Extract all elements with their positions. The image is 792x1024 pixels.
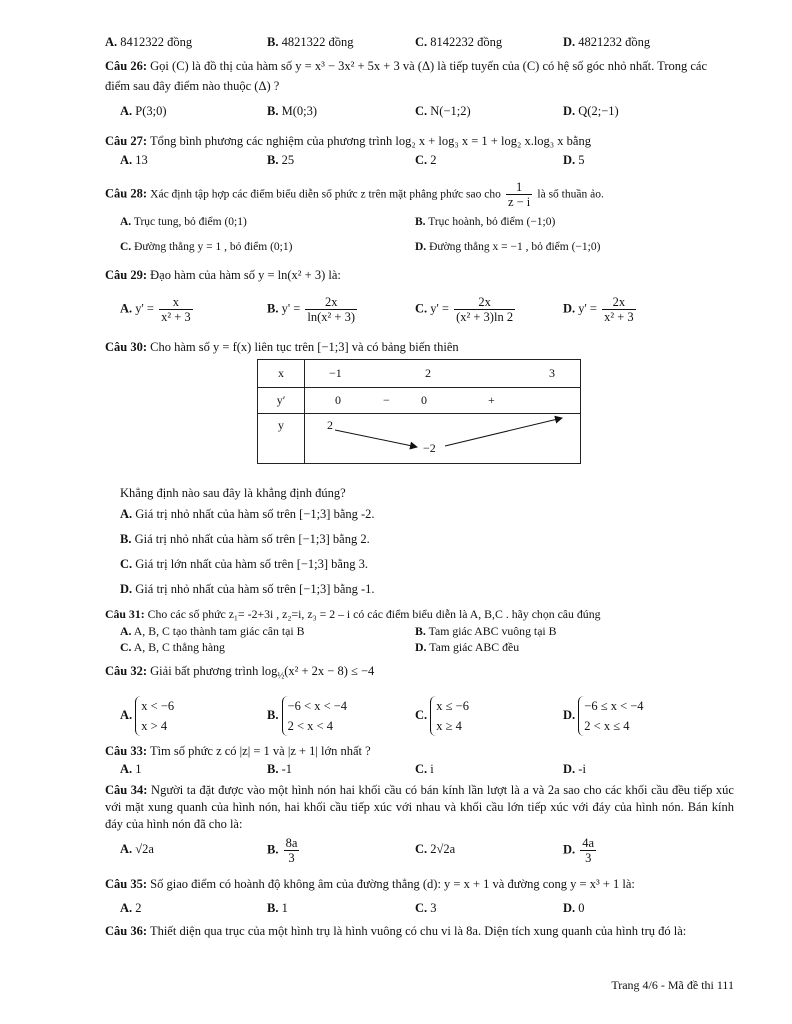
q32-option-c: C. x ≤ −6 x ≥ 4 xyxy=(415,696,469,736)
q28-option-c: C. Đường thẳng y = 1 , bỏ điểm (0;1) xyxy=(120,241,293,253)
q28-fraction: $\frac{1}{z - i}$ xyxy=(507,180,531,209)
q31-option-c: C. A, B, C thẳng hàng xyxy=(120,640,225,654)
q28-option-b: B. Trục hoành, bỏ điểm (−1;0) xyxy=(415,216,556,228)
q27-option-d: D. 5 xyxy=(563,153,585,167)
question-34: Câu 34: Người ta đặt được vào một hình nón hai khối cầu có bán kính lần lượt là a và 2a sao cho các khối cầu đều tiếp xúc với mặt xung quanh của hình nón, hai khối cầu tiếp xúc với nhau và khối cầu lớn tiếp xúc với đáy của hình nón. Bán kính đáy của hình nón đã cho là: xyxy=(105,783,734,831)
variation-arrows xyxy=(305,414,581,464)
question-27: Câu 27: Tổng bình phương các nghiệm của phương trình log₂ x + log₃ x = 1 + log₂ x.log₃ x bằng xyxy=(105,134,591,148)
q28-option-a: A. Trục tung, bỏ điểm (0;1) xyxy=(120,216,247,228)
q34-option-b: B. $\frac{8a}{3}$ xyxy=(267,836,298,865)
page-footer: Trang 4/6 - Mã đề thi 111 xyxy=(611,978,734,992)
table-y-row: 2 −2 xyxy=(305,414,581,464)
question-29: Câu 29: Đạo hàm của hàm số y = ln(x² + 3) là: xyxy=(105,268,341,282)
q33-option-b: B. -1 xyxy=(267,762,293,776)
q26-option-d: D. Q(2;−1) xyxy=(563,104,619,118)
q26-option-c: C. N(−1;2) xyxy=(415,104,471,118)
q29-option-b: B. y' = $\frac{2x}{\text{ln(x² + 3)}}$ xyxy=(267,295,356,324)
q34-option-c: C. 2√2a xyxy=(415,842,456,856)
question-32: Câu 32: Giải bất phương trình $\log_{\frac{1}{2}}(x^2 + 2x - 8) \le -4$ xyxy=(105,664,375,681)
q27-option-a: A. 13 xyxy=(120,153,148,167)
q27-option-b: B. 25 xyxy=(267,153,295,167)
q30-option-d: D. Giá trị nhỏ nhất của hàm số trên [−1;3] bằng -1. xyxy=(120,582,375,596)
q31-option-d: D. Tam giác ABC đều xyxy=(415,640,520,654)
arrow-decreasing xyxy=(335,430,417,447)
q25-option-c: C. 8142232 đồng xyxy=(415,35,503,49)
arrow-increasing xyxy=(445,418,562,446)
table-yprime-header: y′ xyxy=(258,388,305,414)
table-x-row: −1 2 3 xyxy=(305,360,581,388)
q35-option-c: C. 3 xyxy=(415,901,437,915)
question-26: Câu 26: Gọi (C) là đồ thị của hàm số y = x³ − 3x² + 5x + 3 và (Δ) là tiếp tuyến của (C) có hệ số góc nhỏ nhất. Trong các điểm sau đây điểm nào thuộc (Δ) ? xyxy=(105,59,708,93)
q29-option-a: A. y' = $\frac{x}{\text{x² + 3}}$ xyxy=(120,295,191,324)
q29-option-d: D. y' = $\frac{2x}{\text{x² + 3}}$ xyxy=(563,295,634,324)
q31-option-a: A. A, B, C tạo thành tam giác cân tại B xyxy=(120,624,305,638)
q30-question: Khẳng định nào sau đây là khẳng định đúng? xyxy=(120,486,346,500)
q25-option-d: D. 4821232 đồng xyxy=(563,35,651,49)
q32-option-d: D. −6 ≤ x < −4 2 < x ≤ 4 xyxy=(563,696,644,736)
question-33: Câu 33: Tìm số phức z có |z| = 1 và |z + 1| lớn nhất ? xyxy=(105,744,371,758)
q29-option-c: C. y' = $\frac{2x}{\text{(x² + 3)ln 2}}$ xyxy=(415,295,514,324)
q32-option-b: B. −6 < x < −4 2 < x < 4 xyxy=(267,696,347,736)
q26-option-a: A. P(3;0) xyxy=(120,104,167,118)
q25-option-a: A. 8412322 đồng xyxy=(105,35,193,49)
q30-option-a: A. Giá trị nhỏ nhất của hàm số trên [−1;3] bằng -2. xyxy=(120,507,375,521)
table-yprime-row: 0 − 0 + xyxy=(305,388,581,414)
question-35: Câu 35: Số giao điểm có hoành độ không âm của đường thẳng (d): y = x + 1 và đường cong y = x³ + 1 là: xyxy=(105,877,635,891)
q25-option-b: B. 4821322 đồng xyxy=(267,35,354,49)
q32-option-a: A. x < −6 x > 4 xyxy=(120,696,174,736)
q33-option-d: D. -i xyxy=(563,762,586,776)
q33-option-c: C. i xyxy=(415,762,434,776)
q30-option-c: C. Giá trị lớn nhất của hàm số trên [−1;3] bằng 3. xyxy=(120,557,368,571)
q30-option-b: B. Giá trị nhỏ nhất của hàm số trên [−1;3] bằng 2. xyxy=(120,532,370,546)
table-y-header: y xyxy=(258,414,305,464)
question-28: Câu 28: Xác định tập hợp các điểm biểu diễn số phức z trên mặt phẳng phức sao cho $\frac{1}{z - i}$ là số thuần ảo. xyxy=(105,180,604,209)
q27-option-c: C. 2 xyxy=(415,153,437,167)
q33-option-a: A. 1 xyxy=(120,762,142,776)
q31-option-b: B. Tam giác ABC vuông tại B xyxy=(415,624,557,638)
q34-option-a: A. √2a xyxy=(120,842,154,856)
question-31: Câu 31: Cho các số phức z₁= -2+3i , z₂=i, z₃ = 2 – i có các điểm biểu diễn là A, B,C . hãy chọn câu đúng xyxy=(105,607,601,621)
q28-option-d: D. Đường thẳng x = −1 , bỏ điểm (−1;0) xyxy=(415,241,601,253)
question-36: Câu 36: Thiết diện qua trục của một hình trụ là hình vuông có chu vi là 8a. Diện tích xung quanh của hình trụ đó là: xyxy=(105,924,687,938)
q26-option-b: B. M(0;3) xyxy=(267,104,318,118)
question-30: Câu 30: Cho hàm số y = f(x) liên tục trên [−1;3] và có bảng biến thiên xyxy=(105,340,459,354)
q35-option-b: B. 1 xyxy=(267,901,288,915)
variation-table xyxy=(257,359,581,464)
q34-option-d: D. $\frac{4a}{3}$ xyxy=(563,836,595,865)
table-x-header: x xyxy=(258,360,305,388)
q35-option-d: D. 0 xyxy=(563,901,585,915)
q35-option-a: A. 2 xyxy=(120,901,142,915)
